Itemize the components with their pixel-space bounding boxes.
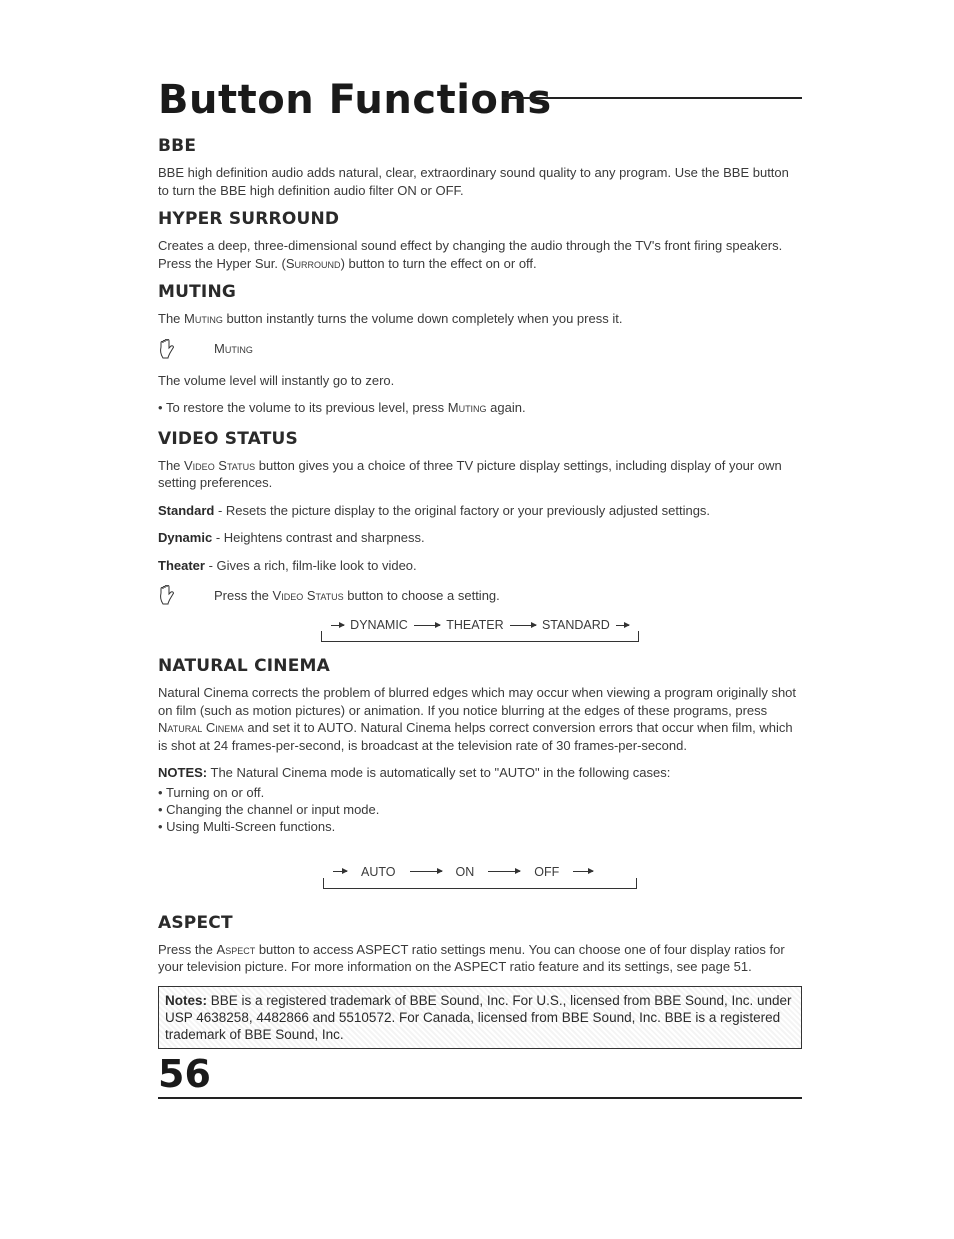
- video-standard: Standard - Resets the picture display to the original factory or your previously adjusted settings.: [158, 502, 711, 518]
- aspect-heading: ASPECT: [158, 912, 233, 933]
- title-row: [158, 72, 802, 132]
- section-muting: [158, 282, 802, 417]
- video-hand-row: [158, 584, 802, 606]
- cinema-notes: NOTES: The Natural Cinema mode is automatically set to "AUTO" in the following cases:: [158, 765, 671, 780]
- cinema-text: Natural Cinema corrects the problem of blurred edges which may occur when viewing a program originally shot on film (such as motion pictures) or animation. If you notice blurring at the edges of these programs, press Natural Cinema and set it to AUTO. Natural Cinema helps correct conversion errors that occur when film, which is shot at 24 frames-per-second, is broadcast at the television rate of 30 frames-per-second.: [158, 685, 797, 753]
- muting-bullet: • To restore the volume to its previous level, press Muting again.: [158, 400, 526, 415]
- muting-hand-row: [158, 338, 802, 360]
- section-bbe: [158, 136, 802, 199]
- video-heading: VIDEO STATUS: [158, 428, 298, 449]
- section-natural-cinema: [158, 656, 802, 889]
- bottom-rule: [158, 1097, 802, 1099]
- notes-text: BBE is a registered trademark of BBE Sound, Inc. For U.S., licensed from BBE Sound, Inc. under USP 4638258, 4482866 and 5510572. For Canada, licensed from BBE Sound, Inc. BBE is a registered trademark of BBE Sound, Inc.: [165, 992, 792, 1042]
- flow-item-auto: AUTO: [361, 864, 396, 879]
- hand-pointer-icon: [158, 338, 178, 360]
- flow-item-dynamic: DYNAMIC: [350, 618, 408, 632]
- muting-line2: The volume level will instantly go to zero.: [158, 372, 395, 388]
- trademark-notes-box: [158, 986, 802, 1049]
- flow-item-theater: THEATER: [446, 618, 504, 632]
- hyper-heading: HYPER SURROUND: [158, 209, 340, 229]
- section-hyper-surround: [158, 209, 802, 272]
- muting-hand-label: Muting: [214, 341, 253, 356]
- muting-text: The Muting button instantly turns the volume down completely when you press it.: [158, 311, 623, 326]
- flow-item-off: OFF: [534, 864, 560, 879]
- video-theater: Theater - Gives a rich, film-like look to video.: [158, 557, 417, 573]
- video-dynamic: Dynamic - Heightens contrast and sharpness.: [158, 530, 425, 545]
- title-rule: [503, 97, 802, 99]
- page-title: Button Functions: [158, 77, 552, 123]
- hyper-text: Creates a deep, three-dimensional sound effect by changing the audio through the TV's front firing speakers. Press the Hyper Sur. (Surround) button to turn the effect on or off.: [158, 238, 783, 271]
- cinema-heading: NATURAL CINEMA: [158, 656, 330, 676]
- cinema-bullet: • Changing the channel or input mode.: [158, 801, 802, 818]
- page-number: 56: [158, 1051, 211, 1096]
- flow-item-standard: STANDARD: [541, 618, 610, 632]
- aspect-text: Press the Aspect button to access ASPECT ratio settings menu. You can choose one of four display ratios for your television picture. For more information on the ASPECT ratio feature and its settings, see page 51.: [158, 941, 785, 974]
- cinema-bullet: • Using Multi-Screen functions.: [158, 818, 802, 835]
- section-aspect: [158, 913, 802, 976]
- section-video-status: [158, 429, 802, 643]
- natural-cinema-flow: [323, 865, 637, 889]
- hand-pointer-icon: [158, 584, 178, 606]
- video-text: The Video Status button gives you a choice of three TV picture display settings, including display of your own setting preferences.: [158, 457, 782, 490]
- bbe-text: BBE high definition audio adds natural, clear, extraordinary sound quality to any program. Use the BBE button to turn the BBE high definition audio filter ON or OFF.: [158, 165, 789, 198]
- cinema-bullet: • Turning on or off.: [158, 784, 802, 801]
- muting-heading: MUTING: [158, 282, 237, 302]
- video-hand-text: Press the Video Status button to choose a setting.: [214, 587, 500, 603]
- content: [158, 136, 802, 1099]
- flow-item-on: ON: [455, 864, 475, 879]
- notes-label: Notes:: [165, 992, 208, 1008]
- video-status-flow: [321, 618, 639, 642]
- bbe-heading: BBE: [158, 136, 197, 156]
